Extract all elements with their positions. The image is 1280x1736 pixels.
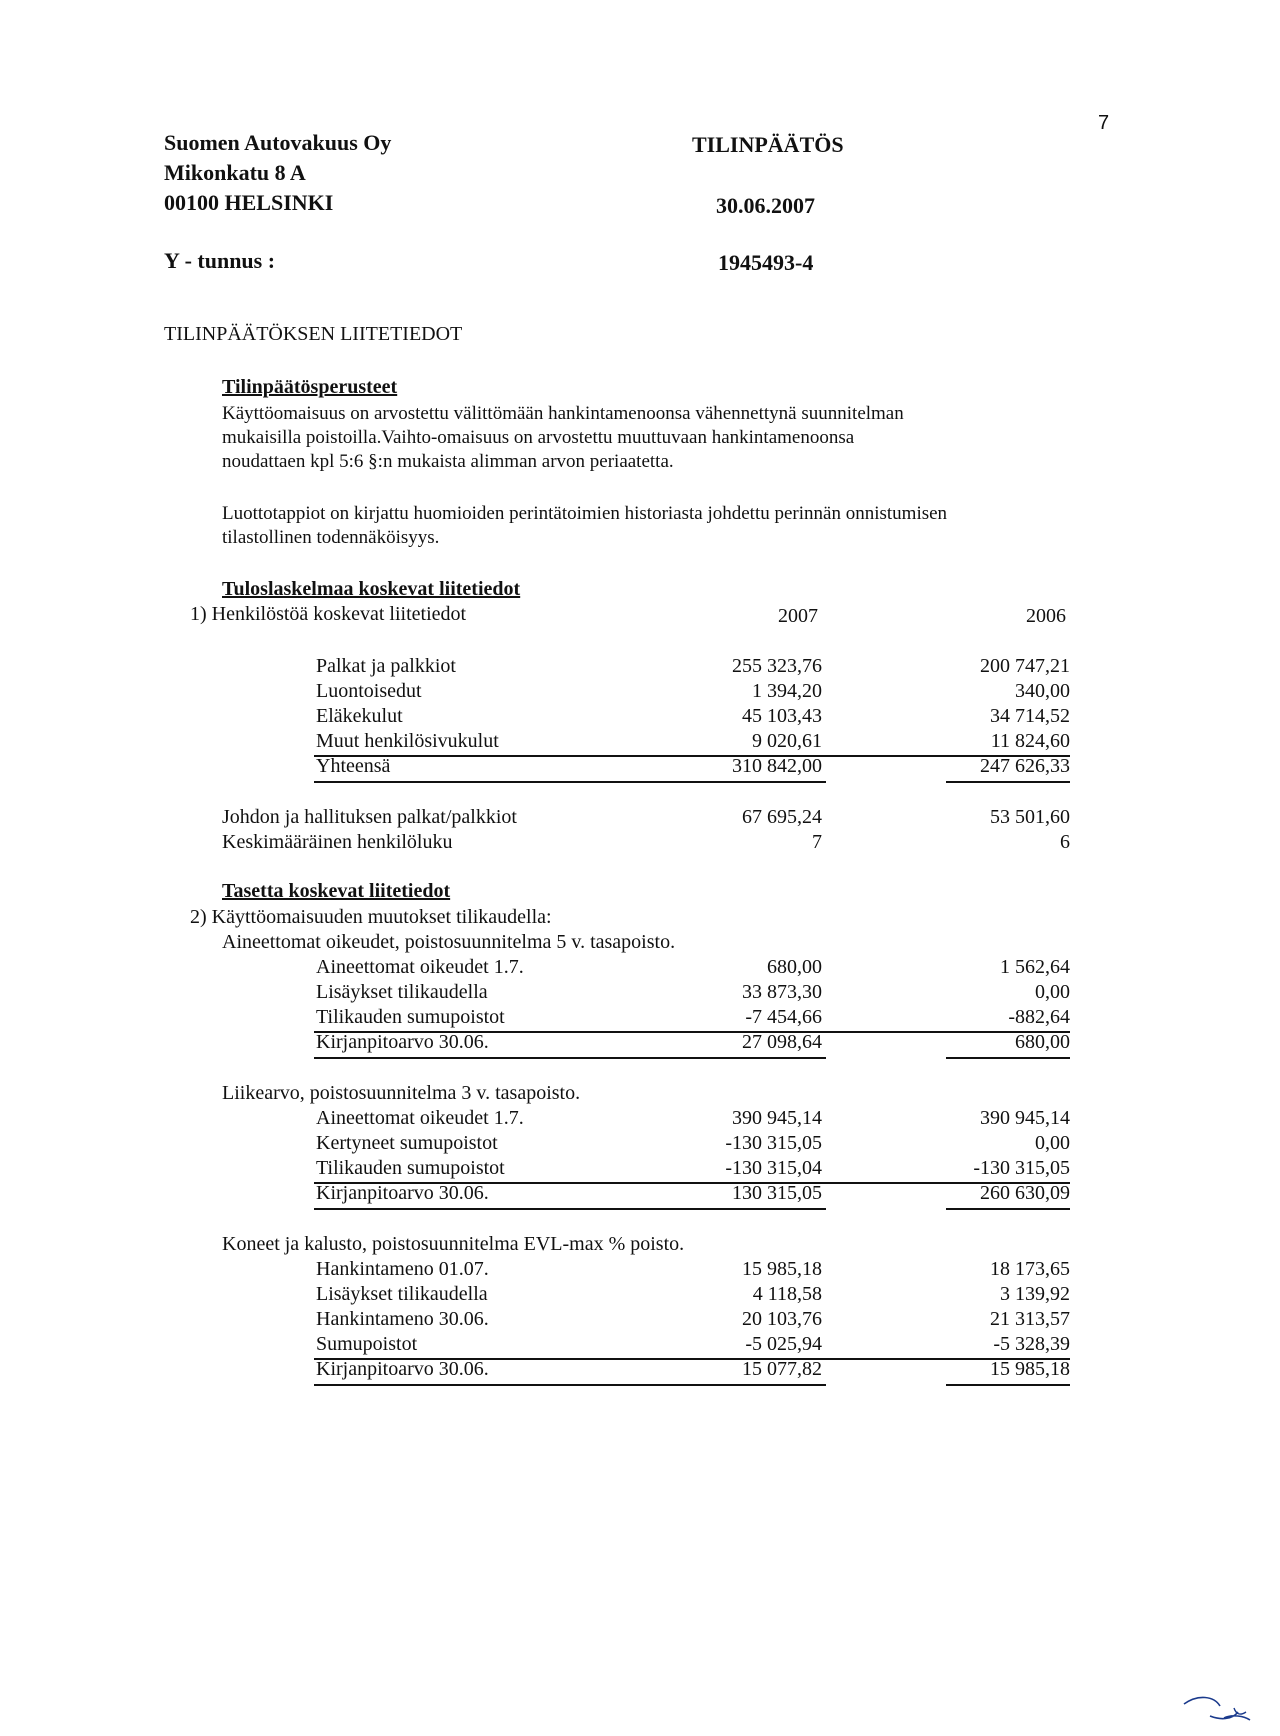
- total-2006: 15 985,18: [990, 1358, 1070, 1380]
- row-label: Johdon ja hallituksen palkat/palkkiot: [222, 806, 517, 828]
- group-title: Koneet ja kalusto, poistosuunnitelma EVL-max % poisto.: [222, 1233, 685, 1255]
- balance-item-label: 2) Käyttöomaisuuden muutokset tilikaudella:: [190, 906, 552, 928]
- company-name: Suomen Autovakuus Oy: [164, 130, 392, 155]
- business-id-label: Y - tunnus :: [164, 248, 276, 273]
- group-title: Aineettomat oikeudet, poistosuunnitelma 5 v. tasapoisto.: [222, 931, 676, 953]
- value-2006: -5 328,39: [993, 1333, 1070, 1355]
- total-rule: [314, 755, 1070, 757]
- value-2006: 18 173,65: [990, 1258, 1070, 1280]
- value-2007: 1 394,20: [752, 680, 822, 702]
- handwritten-initials: [1180, 1690, 1260, 1730]
- value-2006: 1 562,64: [1000, 956, 1070, 978]
- total-2007: 15 077,82: [742, 1358, 822, 1380]
- principles-line: Käyttöomaisuus on arvostettu välittömään hankintamenoonsa vähennettynä suunnitelman: [222, 403, 904, 424]
- company-street: Mikonkatu 8 A: [164, 160, 306, 185]
- column-header-2007: 2007: [778, 605, 818, 627]
- principles-line: mukaisilla poistoilla.Vaihto-omaisuus on arvostettu muuttuvaan hankintamenoonsa: [222, 427, 855, 448]
- total-label: Kirjanpitoarvo 30.06.: [316, 1358, 489, 1380]
- value-2007: 680,00: [767, 956, 822, 978]
- value-2006: 11 824,60: [990, 730, 1070, 752]
- document-date: 30.06.2007: [716, 193, 815, 218]
- group-title: Liikearvo, poistosuunnitelma 3 v. tasapoisto.: [222, 1082, 581, 1104]
- total-underline-right: [946, 1208, 1070, 1210]
- row-label: Palkat ja palkkiot: [316, 655, 456, 677]
- value-2006: 340,00: [1015, 680, 1070, 702]
- row-label: Aineettomat oikeudet 1.7.: [316, 956, 524, 978]
- total-underline-right: [946, 1384, 1070, 1386]
- row-label: Luontoisedut: [316, 680, 422, 702]
- principles-heading: Tilinpäätösperusteet: [222, 376, 398, 398]
- value-2007: 255 323,76: [732, 655, 822, 677]
- total-underline-left: [314, 1057, 826, 1059]
- value-2006: 390 945,14: [980, 1107, 1070, 1129]
- total-label: Kirjanpitoarvo 30.06.: [316, 1182, 489, 1204]
- value-2006: 21 313,57: [990, 1308, 1070, 1330]
- total-underline-left: [314, 1208, 826, 1210]
- document-title: TILINPÄÄTÖS: [692, 132, 844, 157]
- value-2007: 45 103,43: [742, 705, 822, 727]
- value-2007: 20 103,76: [742, 1308, 822, 1330]
- value-2007: 67 695,24: [742, 806, 822, 828]
- row-label: Aineettomat oikeudet 1.7.: [316, 1107, 524, 1129]
- total-label: Yhteensä: [316, 755, 391, 777]
- row-label: Eläkekulut: [316, 705, 403, 727]
- row-label: Muut henkilösivukulut: [316, 730, 499, 752]
- value-2006: -130 315,05: [973, 1157, 1070, 1179]
- value-2007: -130 315,05: [725, 1132, 822, 1154]
- value-2007: -130 315,04: [725, 1157, 822, 1179]
- section-title: TILINPÄÄTÖKSEN LIITETIEDOT: [164, 323, 463, 345]
- row-label: Hankintameno 30.06.: [316, 1308, 489, 1330]
- row-label: Keskimääräinen henkilöluku: [222, 831, 453, 853]
- value-2007: 15 985,18: [742, 1258, 822, 1280]
- value-2007: 33 873,30: [742, 981, 822, 1003]
- value-2006: 0,00: [1035, 981, 1070, 1003]
- row-label: Lisäykset tilikaudella: [316, 981, 488, 1003]
- principles-line: Luottotappiot on kirjattu huomioiden perintätoimien historiasta johdettu perinnän onnistumisen: [222, 503, 948, 524]
- principles-line: tilastollinen todennäköisyys.: [222, 527, 440, 548]
- row-label: Hankintameno 01.07.: [316, 1258, 489, 1280]
- row-label: Lisäykset tilikaudella: [316, 1283, 488, 1305]
- value-2007: -5 025,94: [745, 1333, 822, 1355]
- total-label: Kirjanpitoarvo 30.06.: [316, 1031, 489, 1053]
- total-2007: 310 842,00: [732, 755, 822, 777]
- value-2007: 7: [812, 831, 822, 853]
- principles-line: noudattaen kpl 5:6 §:n mukaista alimman arvon periaatetta.: [222, 451, 674, 472]
- total-underline-right: [946, 781, 1070, 783]
- page-number: 7: [1098, 112, 1110, 134]
- total-underline-left: [314, 1384, 826, 1386]
- total-2007: 130 315,05: [732, 1182, 822, 1204]
- value-2007: 4 118,58: [752, 1283, 822, 1305]
- value-2006: 3 139,92: [1000, 1283, 1070, 1305]
- value-2007: 9 020,61: [752, 730, 822, 752]
- total-underline-left: [314, 781, 826, 783]
- company-city: 00100 HELSINKI: [164, 190, 334, 215]
- total-2007: 27 098,64: [742, 1031, 822, 1053]
- row-label: Tilikauden sumupoistot: [316, 1157, 505, 1179]
- value-2006: 6: [1060, 831, 1070, 853]
- value-2006: 200 747,21: [980, 655, 1070, 677]
- total-2006: 247 626,33: [980, 755, 1070, 777]
- total-2006: 680,00: [1015, 1031, 1070, 1053]
- value-2006: 0,00: [1035, 1132, 1070, 1154]
- row-label: Sumupoistot: [316, 1333, 418, 1355]
- value-2007: 390 945,14: [732, 1107, 822, 1129]
- total-2006: 260 630,09: [980, 1182, 1070, 1204]
- total-underline-right: [946, 1057, 1070, 1059]
- income-heading: Tuloslaskelmaa koskevat liitetiedot: [222, 578, 521, 600]
- value-2006: 34 714,52: [990, 705, 1070, 727]
- income-item-label: 1) Henkilöstöä koskevat liitetiedot: [190, 603, 467, 625]
- value-2006: -882,64: [1008, 1006, 1070, 1028]
- value-2007: -7 454,66: [745, 1006, 822, 1028]
- row-label: Tilikauden sumupoistot: [316, 1006, 505, 1028]
- balance-heading: Tasetta koskevat liitetiedot: [222, 880, 451, 902]
- column-header-2006: 2006: [1026, 605, 1066, 627]
- business-id: 1945493-4: [718, 250, 814, 275]
- row-label: Kertyneet sumupoistot: [316, 1132, 498, 1154]
- value-2006: 53 501,60: [990, 806, 1070, 828]
